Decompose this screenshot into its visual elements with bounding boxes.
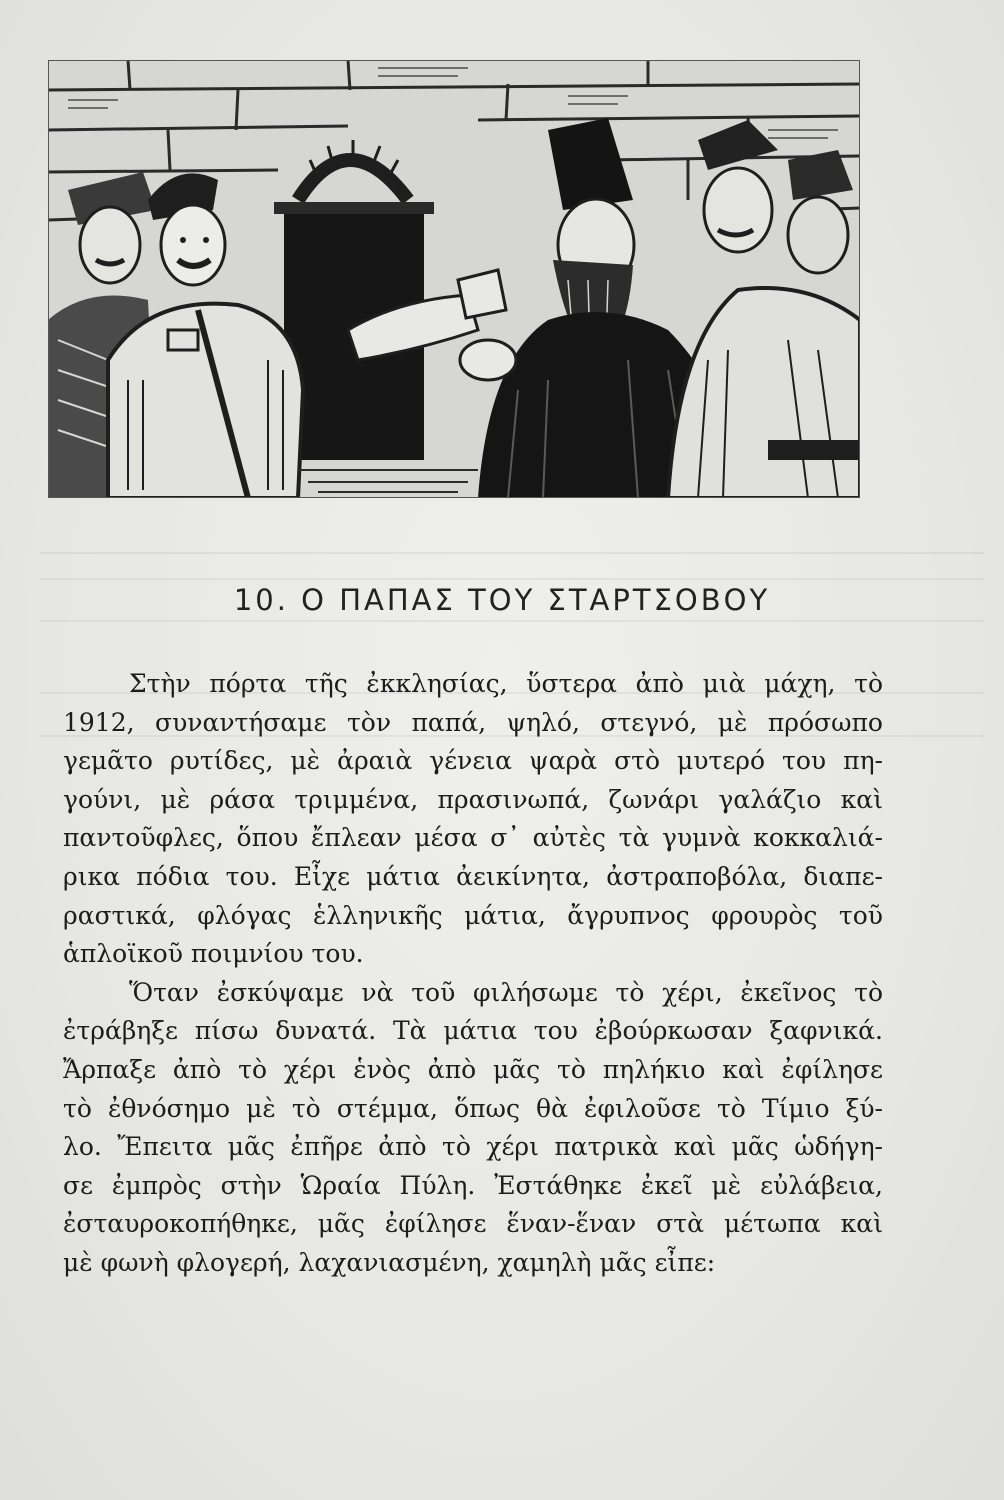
text-line: Στὴν πόρτα τῆς ἐκκλησίας, ὕστερα ἀπὸ μιὰ μάχη, τὸ: [129, 669, 883, 698]
text-line: 1912, συναντήσαμε τὸν παπά, ψηλό, στεγνό, μὲ πρόσωπο: [63, 707, 883, 737]
text-line: ἁπλοϊκοῦ ποιμνίου του.: [63, 939, 364, 969]
show-through-line: [40, 552, 984, 554]
show-through-line: [40, 620, 984, 622]
text-line: σε ἐμπρὸς στὴν Ὡραία Πύλη. Ἐστάθηκε ἐκεῖ μὲ εὐλάβεια,: [63, 1170, 883, 1200]
text-line: Ἄρπαξε ἀπὸ τὸ χέρι ἑνὸς ἀπὸ μᾶς τὸ πηλήκιο καὶ ἐφίλησε: [63, 1054, 883, 1084]
chapter-title: 10. Ο ΠΑΠΑΣ ΤΟΥ ΣΤΑΡΤΣΟΒΟΥ: [233, 583, 771, 617]
woodcut-priest-and-soldiers-illustration: [48, 60, 860, 498]
text-line: παντοῦφλες, ὅπου ἔπλεαν μέσα σ᾽ αὐτὲς τὰ γυμνὰ κοκκαλιά-: [63, 823, 883, 853]
text-line: ραστικά, φλόγας ἑλληνικῆς μάτια, ἄγρυπνος φρουρὸς τοῦ: [63, 900, 883, 930]
text-line: μὲ φωνὴ φλογερή, λαχανιασμένη, χαμηλὴ μᾶς εἶπε:: [63, 1247, 716, 1277]
text-line: γεμᾶτο ρυτίδες, μὲ ἀραιὰ γένεια ψαρὰ στὸ μυτερό του πη-: [63, 746, 883, 776]
text-line: γούνι, μὲ ράσα τριμμένα, πρασινωπά, ζωνάρι γαλάζιο καὶ: [63, 784, 883, 814]
text-line: ἐτράβηξε πίσω δυνατά. Τὰ μάτια του ἐβούρκωσαν ξαφνικά.: [63, 1016, 883, 1046]
text-line: λο. Ἔπειτα μᾶς ἐπῆρε ἀπὸ τὸ χέρι πατρικὰ καὶ μᾶς ὡδήγη-: [63, 1132, 883, 1162]
text-line: ρικα πόδια του. Εἶχε μάτια ἀεικίνητα, ἀστραποβόλα, διαπε-: [63, 861, 883, 891]
chapter-body-text: [63, 665, 883, 1283]
text-line: τὸ ἐθνόσημο μὲ τὸ στέμμα, ὅπως θὰ ἐφιλοῦσε τὸ Τίμιο ξύ-: [63, 1093, 883, 1123]
show-through-line: [40, 578, 984, 580]
text-line: ἐσταυροκοπήθηκε, μᾶς ἐφίλησε ἕναν-ἕναν στὰ μέτωπα καὶ: [63, 1209, 883, 1239]
text-line: Ὅταν ἐσκύψαμε νὰ τοῦ φιλήσωμε τὸ χέρι, ἐκεῖνος τὸ: [129, 977, 883, 1007]
illustration: [48, 60, 860, 498]
